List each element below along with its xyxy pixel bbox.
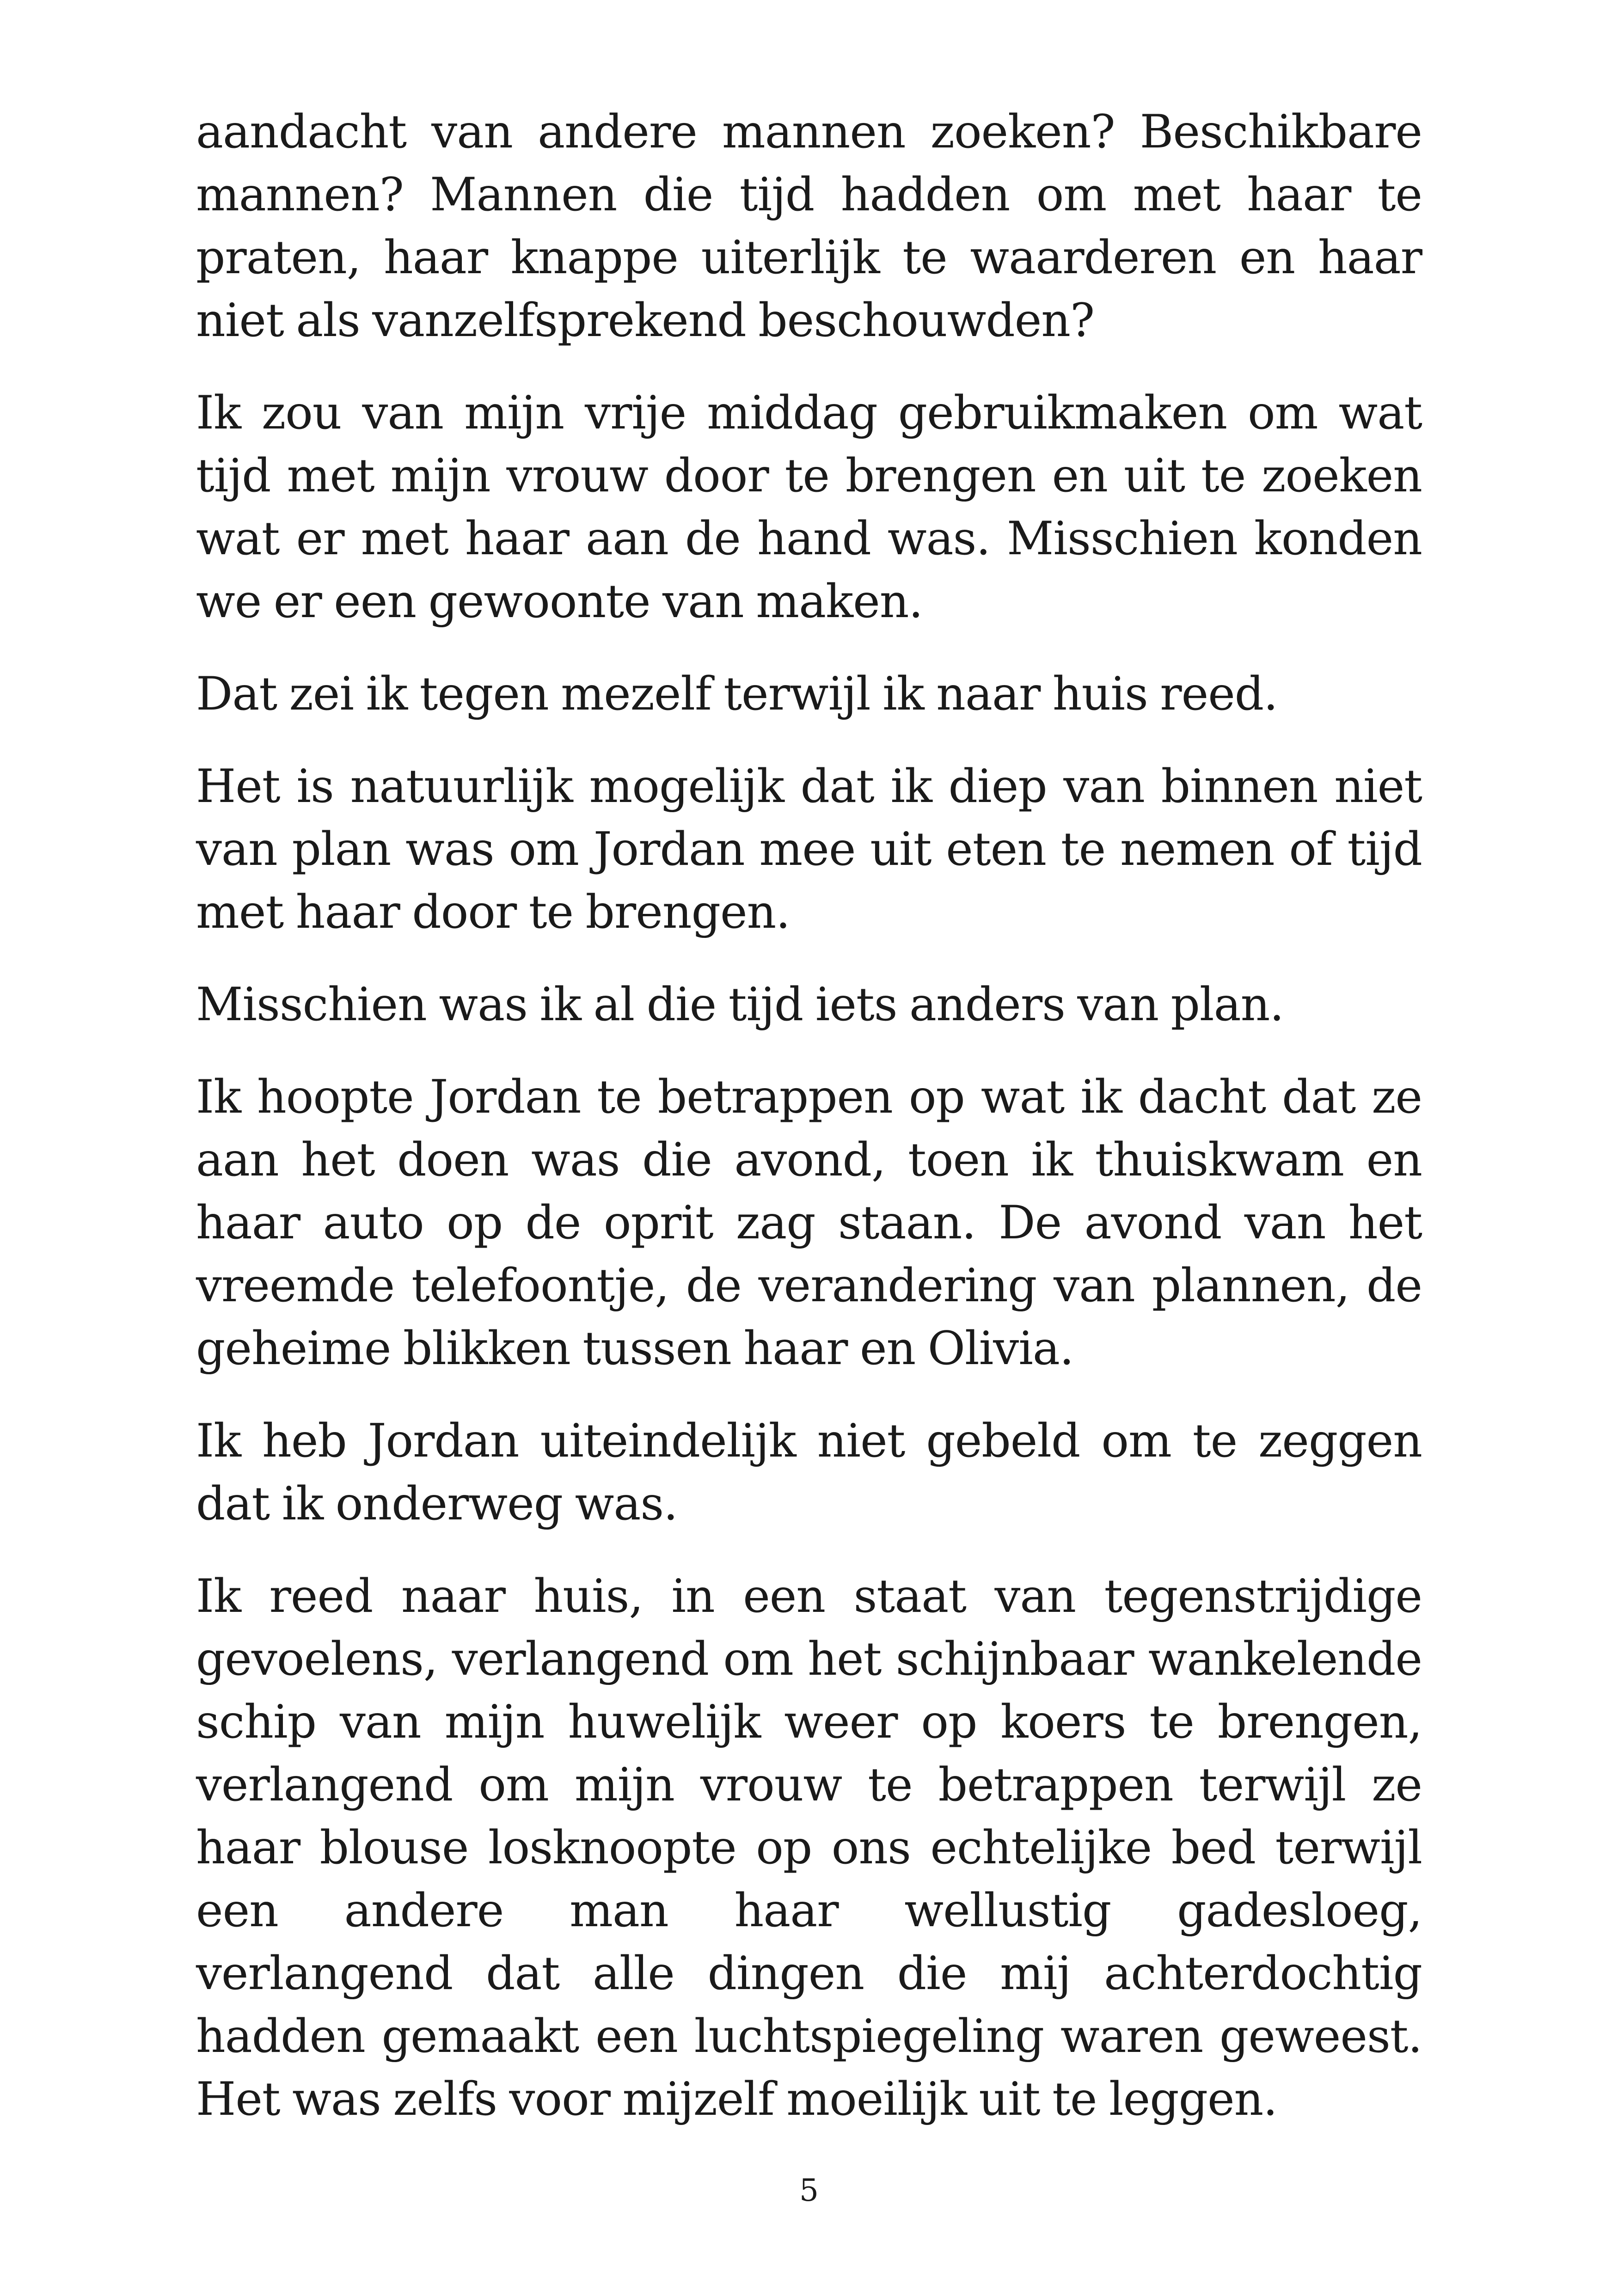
paragraph: Ik heb Jordan uiteindelijk niet gebeld om te zeggen dat ik onderweg was. [196,1414,1422,1531]
paragraph: Ik hoopte Jordan te betrappen op wat ik dacht dat ze aan het doen was die avond, toen ik thuiskwam en haar auto op de oprit zag staan. De avond van het vreemde telefoontje, de verandering van plannen, de geheime blikken tussen haar en Olivia. [196,1071,1422,1375]
paragraph: Ik reed naar huis, in een staat van tegenstrijdige gevoelens, verlangend om het schijnbaar wankelende schip van mijn huwelijk weer op koers te brengen, verlangend om mijn vrouw te betrappen terwijl ze haar blouse losknoopte op ons echtelijke bed terwijl een andere man haar wellustig gadesloeg, verlangend dat alle dingen die mij achterdochtig hadden gemaakt een luchtspiegeling waren geweest. Het was zelfs voor mijzelf moeilijk uit te leggen. [196,1570,1422,2126]
paragraph: Misschien was ik al die tijd iets anders van plan. [196,978,1284,1031]
body-text [196,101,1422,2161]
paragraph: Ik zou van mijn vrije middag gebruikmaken om wat tijd met mijn vrouw door te brengen en uit te zoeken wat er met haar aan de hand was. Misschien konden we er een gewoonte van maken. [196,386,1422,628]
paragraph: aandacht van andere mannen zoeken? Beschikbare mannen? Mannen die tijd hadden om met haar te praten, haar knappe uiterlijk te waarderen en haar niet als vanzelfsprekend beschouwden? [196,105,1422,347]
paragraph: Dat zei ik tegen mezelf terwijl ik naar huis reed. [196,667,1278,721]
page-number: 5 [799,2173,819,2208]
paragraph: Het is natuurlijk mogelijk dat ik diep van binnen niet van plan was om Jordan mee uit eten te nemen of tijd met haar door te brengen. [196,760,1422,939]
